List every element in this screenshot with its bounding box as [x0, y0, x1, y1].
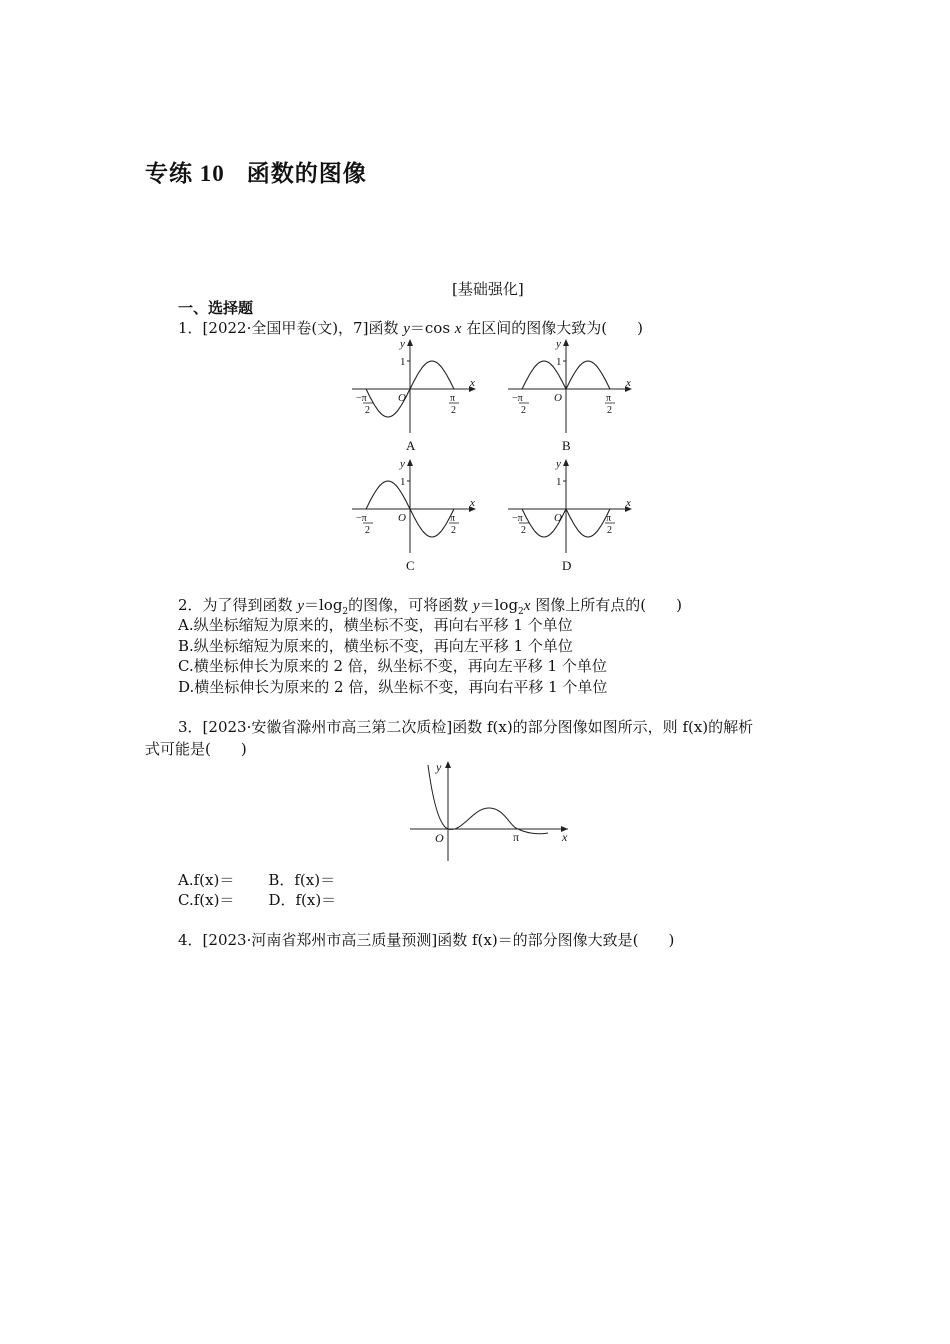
- part-heading: 一、选择题: [178, 299, 254, 317]
- q3-options-row-1: [178, 870, 335, 890]
- graph-b-origin-label: O: [554, 392, 562, 404]
- graph-b-y-arrow-icon: [563, 339, 569, 346]
- q3-option-d: D．f(x)＝: [268, 891, 337, 909]
- graph-a-y-label: y: [400, 338, 405, 350]
- graph-c-option-label: C: [406, 558, 415, 573]
- graph-b-right-tick-num: π: [606, 393, 612, 404]
- graph-c-right-tick-num: π: [450, 513, 456, 524]
- graph-c-y-label: y: [400, 458, 405, 470]
- graph-d-y-label: y: [556, 458, 561, 470]
- graph-b-y-label: y: [556, 338, 561, 350]
- graph-a-option-label: A: [406, 438, 416, 453]
- section-label: [基础强化]: [452, 280, 524, 298]
- graph-c-right-tick-den: 2: [451, 525, 456, 536]
- graph-d-x-label: x: [626, 497, 631, 509]
- q3-origin-label: O: [435, 831, 444, 845]
- title-text: 函数的图像: [246, 160, 367, 187]
- graph-d-right-tick-num: π: [606, 513, 612, 524]
- graph-b-one-label: 1: [556, 356, 562, 368]
- q3-options-row-2: [178, 890, 336, 910]
- graph-c-left-tick-num: −π: [356, 513, 367, 524]
- graph-c-left-tick-den: 2: [365, 525, 370, 536]
- graph-b-x-label: x: [626, 377, 631, 389]
- graph-a-one-label: 1: [400, 356, 406, 368]
- q3-option-a: A.f(x)＝: [178, 871, 235, 889]
- y-axis-arrow-icon: [445, 761, 451, 768]
- graph-a-x-label: x: [470, 377, 475, 389]
- q3-x-label: x: [562, 830, 568, 844]
- question-1-text: 1．[2022·全国甲卷(文)，7]函数 y＝cos x 在区间的图像大致为( ): [178, 319, 643, 337]
- graph-c-x-label: x: [470, 497, 475, 509]
- q3-pi-label: π: [513, 830, 520, 844]
- question-2-text: 2．为了得到函数 $y=\log_2$的图像，可将函数 $y=\log_2x$ 图像上所有点的( ): [178, 596, 682, 617]
- question-1-graphs: [0, 0, 950, 600]
- graph-b-left-tick-den: 2: [521, 405, 526, 416]
- graph-a-left-tick-den: 2: [365, 405, 370, 416]
- q3-option-b: B．f(x)＝: [268, 871, 336, 889]
- graph-d-left-tick-den: 2: [521, 525, 526, 536]
- q2-option-c: C.横坐标伸长为原来的 2 倍，纵坐标不变，再向左平移 1 个单位: [178, 657, 607, 675]
- q3-y-label: y: [436, 760, 442, 774]
- graph-a-y-arrow-icon: [407, 339, 413, 346]
- graph-c-one-label: 1: [400, 476, 406, 488]
- graph-d-left-tick-num: −π: [512, 513, 523, 524]
- graph-c-y-arrow-icon: [407, 459, 413, 466]
- graph-b-left-tick-num: −π: [512, 393, 523, 404]
- graph-d-one-label: 1: [556, 476, 562, 488]
- question-3-line1: 3．[2023·安徽省滁州市高三第二次质检]函数 f(x)的部分图像如图所示，则 f(x)的解析: [178, 718, 754, 736]
- q2-option-b: B.纵坐标缩短为原来的，横坐标不变，再向左平移 1 个单位: [178, 637, 573, 655]
- graph-b-option-label: B: [562, 438, 571, 453]
- graph-d-right-tick-den: 2: [607, 525, 612, 536]
- graph-d-y-arrow-icon: [563, 459, 569, 466]
- graph-a-origin-label: O: [398, 392, 406, 404]
- graph-d-origin-label: O: [554, 512, 562, 524]
- graph-b-right-tick-den: 2: [607, 405, 612, 416]
- q3-curve: [428, 765, 548, 834]
- q2-option-a: A.纵坐标缩短为原来的，横坐标不变，再向右平移 1 个单位: [178, 616, 573, 634]
- graph-d-option-label: D: [562, 558, 572, 573]
- question-4-text: 4．[2023·河南省郑州市高三质量预测]函数 f(x)＝的部分图像大致是( ): [178, 931, 675, 949]
- q3-option-c: C.f(x)＝: [178, 891, 235, 909]
- graph-a-right-tick-num: π: [450, 393, 456, 404]
- graph-a-left-tick-num: −π: [356, 393, 367, 404]
- question-3-graph: [400, 755, 580, 865]
- graph-a-right-tick-den: 2: [451, 405, 456, 416]
- question-3-line2: 式可能是( ): [145, 740, 247, 758]
- graph-c-origin-label: O: [398, 512, 406, 524]
- title-number: 专练 10: [145, 161, 225, 186]
- q2-option-d: D.横坐标伸长为原来的 2 倍，纵坐标不变，再向右平移 1 个单位: [178, 678, 608, 696]
